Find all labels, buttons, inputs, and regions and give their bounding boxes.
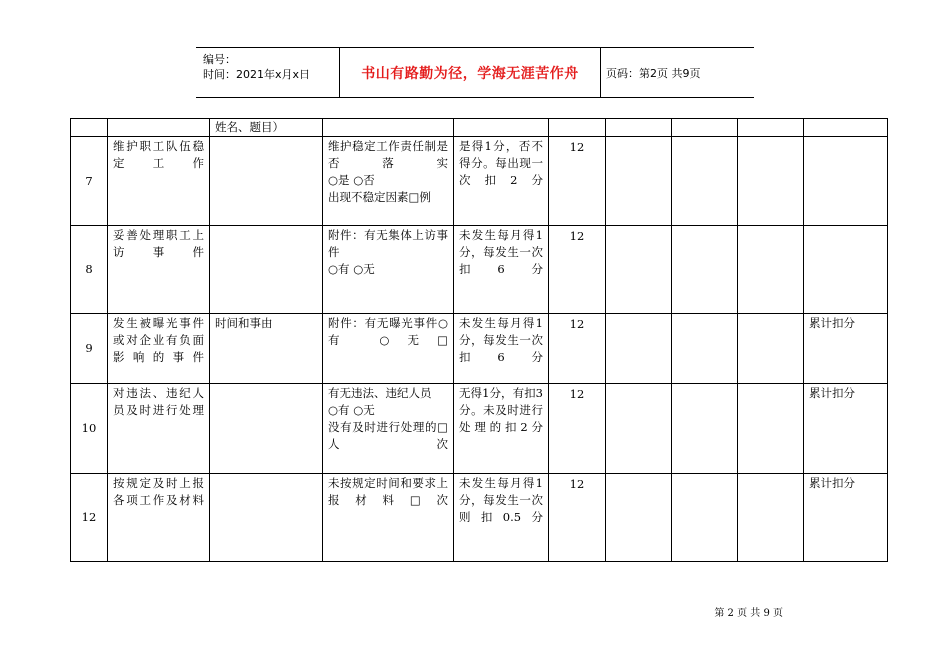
rule-cell: 未发生每月得1分，每发生一次扣6分 (454, 314, 549, 384)
rule-cell: 无得1分，有扣3分。未及时进行处理的扣2分 (454, 384, 549, 474)
header-page-info: 页码：第2页 共9页 (606, 66, 701, 80)
evaluation-table (70, 118, 888, 562)
info-cell (210, 137, 323, 226)
page-header (196, 47, 754, 98)
number-label: 编号： (203, 53, 236, 66)
table-row (71, 474, 888, 562)
row-number: 12 (71, 474, 108, 562)
table-row (71, 314, 888, 384)
row-number: 9 (71, 314, 108, 384)
check-cell: 未按规定时间和要求上报材料□次 (323, 474, 454, 562)
remark-cell: 累计扣分 (804, 384, 888, 474)
info-cell (210, 474, 323, 562)
info-cell (210, 384, 323, 474)
row-number: 7 (71, 137, 108, 226)
info-cell: 时间和事由 (210, 314, 323, 384)
check-cell: 有无违法、违纪人员 ○有 ○无 没有及时进行处理的□人次 (323, 384, 454, 474)
row-number: 8 (71, 226, 108, 314)
item-cell: 维护职工队伍稳定工作 (108, 137, 210, 226)
remark-cell: 累计扣分 (804, 474, 888, 562)
check-cell: 维护稳定工作责任制是否落实 ○是 ○否 出现不稳定因素□例 (323, 137, 454, 226)
header-meta (203, 52, 310, 82)
remark-cell (804, 226, 888, 314)
table-row (71, 137, 888, 226)
score-cell: 12 (549, 226, 606, 314)
page-footer: 第 2 页 共 9 页 (714, 608, 783, 619)
score-cell: 12 (549, 384, 606, 474)
remark-cell: 累计扣分 (804, 314, 888, 384)
item-cell: 对违法、违纪人员及时进行处理 (108, 384, 210, 474)
table-row (71, 226, 888, 314)
score-cell: 12 (549, 137, 606, 226)
row-number: 10 (71, 384, 108, 474)
table-row (71, 119, 888, 137)
score-cell: 12 (549, 314, 606, 384)
item-cell: 妥善处理职工上访事件 (108, 226, 210, 314)
remark-cell (804, 137, 888, 226)
time-label: 时间：2021年x月x日 (203, 68, 311, 81)
score-cell: 12 (549, 474, 606, 562)
rule-cell: 是得1分，否不得分。每出现一次扣2分 (454, 137, 549, 226)
rule-cell: 未发生每月得1分，每发生一次扣6分 (454, 226, 549, 314)
item-cell: 按规定及时上报各项工作及材料 (108, 474, 210, 562)
table-row (71, 384, 888, 474)
header-motto: 书山有路勤为径，学海无涯苦作舟 (361, 65, 579, 82)
check-cell: 附件：有无集体上访事件 ○有 ○无 (323, 226, 454, 314)
continued-cell: 姓名、题目） (210, 119, 323, 137)
check-cell: 附件：有无曝光事件○有 ○无□ (323, 314, 454, 384)
item-cell: 发生被曝光事件或对企业有负面影响的事件 (108, 314, 210, 384)
info-cell (210, 226, 323, 314)
header-divider (600, 48, 601, 97)
rule-cell: 未发生每月得1分，每发生一次则扣0.5分 (454, 474, 549, 562)
